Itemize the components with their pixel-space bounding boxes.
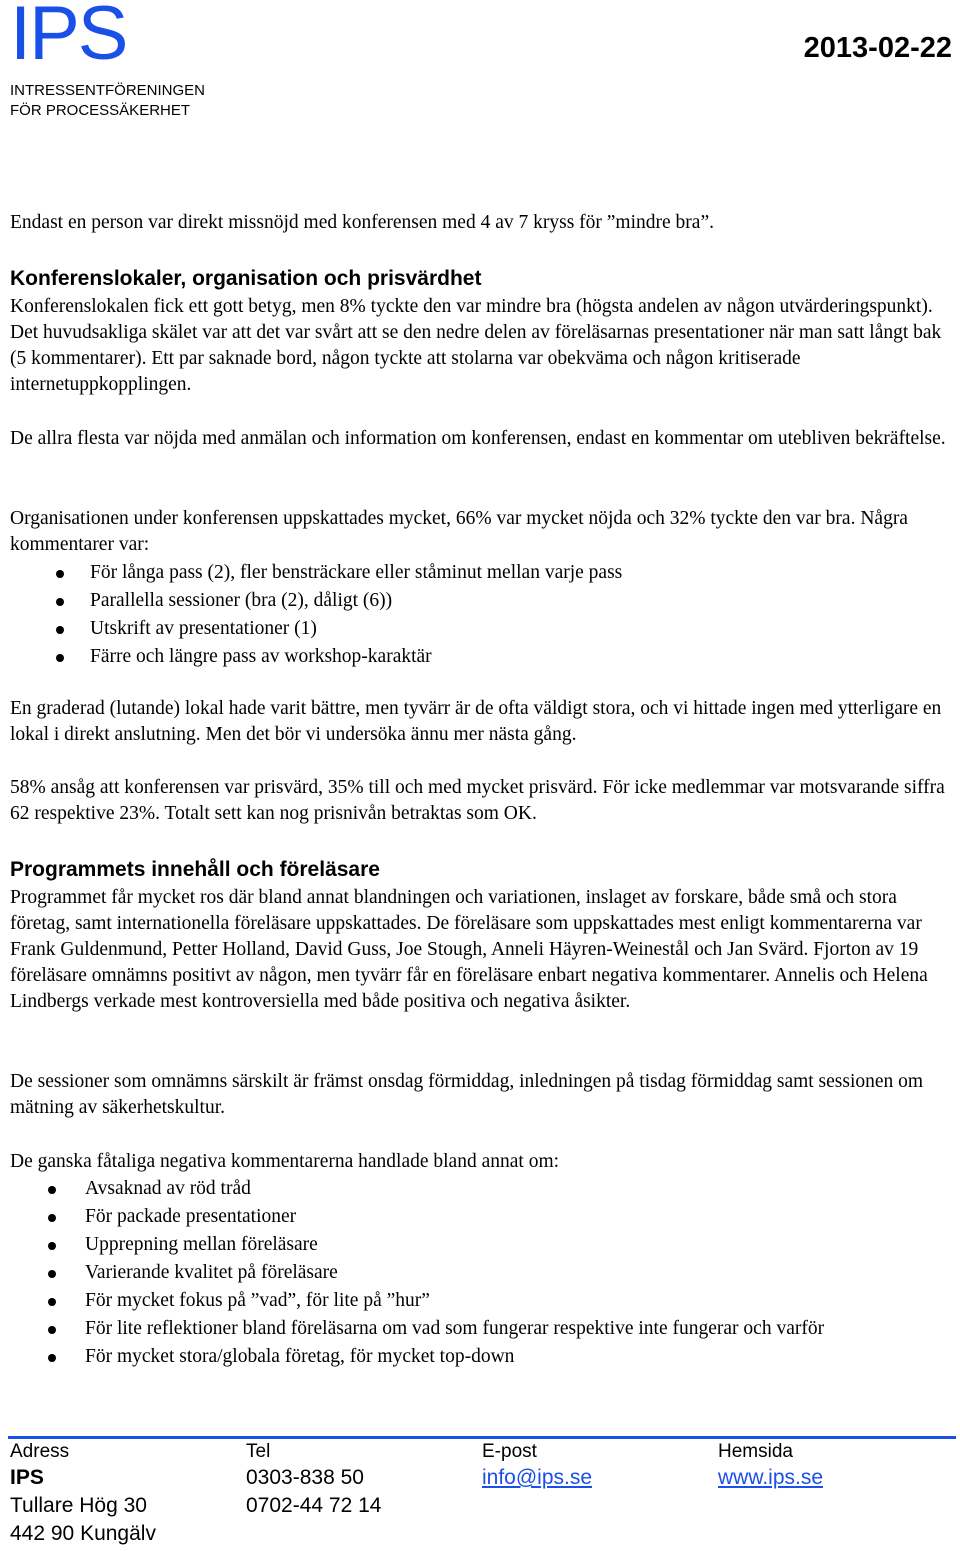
org-name-line-1: INTRESSENTFÖRENINGEN [10, 82, 206, 99]
list-item: Utskrift av presentationer (1) [10, 615, 622, 643]
footer-phone-label: Tel [246, 1441, 271, 1462]
paragraph-lokaler: Konferenslokalen fick ett gott betyg, men 8% tyckte den var mindre bra (högsta andelen av någon utvärderingspunkt). Det huvudsakliga skälet var att det var svårt att se den nedre delen av föreläsarnas presentationer när man satt långt bak (5 kommentarer). Ett par saknade bord, någon tyckte att stolarna var obekväma och någon kritiserade internetuppkopplingen. [10, 296, 942, 395]
list-item: Upprepning mellan föreläsare [10, 1231, 824, 1259]
paragraph-anmalan: De allra flesta var nöjda med anmälan och information om konferensen, endast en kommentar om utebliven bekräftelse. [10, 428, 946, 449]
ips-logo: IPS [10, 0, 127, 76]
list-item: Parallella sessioner (bra (2), dåligt (6)) [10, 587, 622, 615]
organisation-comments-list [10, 559, 622, 671]
list-item: För mycket fokus på ”vad”, för lite på ”hur” [10, 1287, 824, 1315]
footer-phone-1: 0303-838 50 [246, 1466, 364, 1489]
footer-phone-column [246, 1440, 381, 1520]
footer-address-label: Adress [10, 1441, 70, 1462]
footer-email-column [482, 1440, 592, 1492]
footer-city: 442 90 Kungälv [10, 1522, 156, 1545]
footer-street: Tullare Hög 30 [10, 1494, 147, 1517]
list-item: För packade presentationer [10, 1203, 824, 1231]
list-item: För lite reflektioner bland föreläsarna om vad som fungerar respektive inte fungerar och varför [10, 1315, 824, 1343]
footer-company-name: IPS [10, 1466, 44, 1489]
list-item: Färre och längre pass av workshop-karaktär [10, 643, 622, 671]
list-item: För långa pass (2), fler bensträckare eller ståminut mellan varje pass [10, 559, 622, 587]
paragraph-graderad-lokal: En graderad (lutande) lokal hade varit bättre, men tyvärr är de ofta väldigt stora, och vi hittade ingen med ytterligare en lokal i direkt anslutning. Men det bör vi undersöka ännu mer nästa gång. [10, 698, 942, 745]
paragraph-negativa-kommentarer: De ganska fåtaliga negativa kommentarerna handlade bland annat om: [10, 1151, 560, 1172]
list-item: Varierande kvalitet på föreläsare [10, 1259, 824, 1287]
paragraph-prisvard: 58% ansåg att konferensen var prisvärd, 35% till och med mycket prisvärd. För icke medlemmar var motsvarande siffra 62 respektive 23%. Totalt sett kan nog prisnivån betraktas som OK. [10, 777, 945, 824]
negative-comments-list [10, 1175, 824, 1371]
footer-phone-2: 0702-44 72 14 [246, 1494, 382, 1517]
footer-email-link[interactable]: info@ips.se [482, 1466, 593, 1489]
document-date: 2013-02-22 [803, 32, 952, 64]
paragraph-programmet: Programmet får mycket ros där bland annat blandningen och variationen, inslaget av forskare, både små och stora företag, samt internationella föreläsare uppskattades. De föreläsare som uppskattades mest enligt kommentarerna var Frank Guldenmund, Petter Holland, David Guss, Joe Stough, Anneli Häyren-Weinestål och Jan Svärd. Fjorton av 19 föreläsare omnämns positivt av någon, men tyvärr får en föreläsare enbart negativa kommentarer. Annelis och Helena Lindbergs verkade mest kontroversiella med både positiva och negativa åsikter. [10, 887, 928, 1012]
paragraph-organisation: Organisationen under konferensen uppskattades mycket, 66% var mycket nöjda och 32% tyckte den var bra. Några kommentarer var: [10, 508, 908, 555]
list-item: Avsaknad av röd tråd [10, 1175, 824, 1203]
footer-email-label: E-post [482, 1441, 537, 1462]
intro-paragraph: Endast en person var direkt missnöjd med konferensen med 4 av 7 kryss för ”mindre bra”. [10, 212, 714, 233]
footer-address-column [10, 1440, 156, 1548]
heading-programmet: Programmets innehåll och föreläsare [10, 858, 380, 881]
footer-website-label: Hemsida [718, 1441, 793, 1462]
paragraph-sessioner: De sessioner som omnämns särskilt är främst onsdag förmiddag, inledningen på tisdag förmiddag samt sessionen om mätning av säkerhetskultur. [10, 1071, 924, 1118]
footer-divider [8, 1436, 956, 1439]
heading-konferenslokaler: Konferenslokaler, organisation och prisvärdhet [10, 267, 482, 290]
footer-website-column [718, 1440, 823, 1492]
list-item: För mycket stora/globala företag, för mycket top-down [10, 1343, 824, 1371]
org-name-line-2: FÖR PROCESSÄKERHET [10, 102, 191, 119]
footer-website-link[interactable]: www.ips.se [718, 1466, 824, 1489]
